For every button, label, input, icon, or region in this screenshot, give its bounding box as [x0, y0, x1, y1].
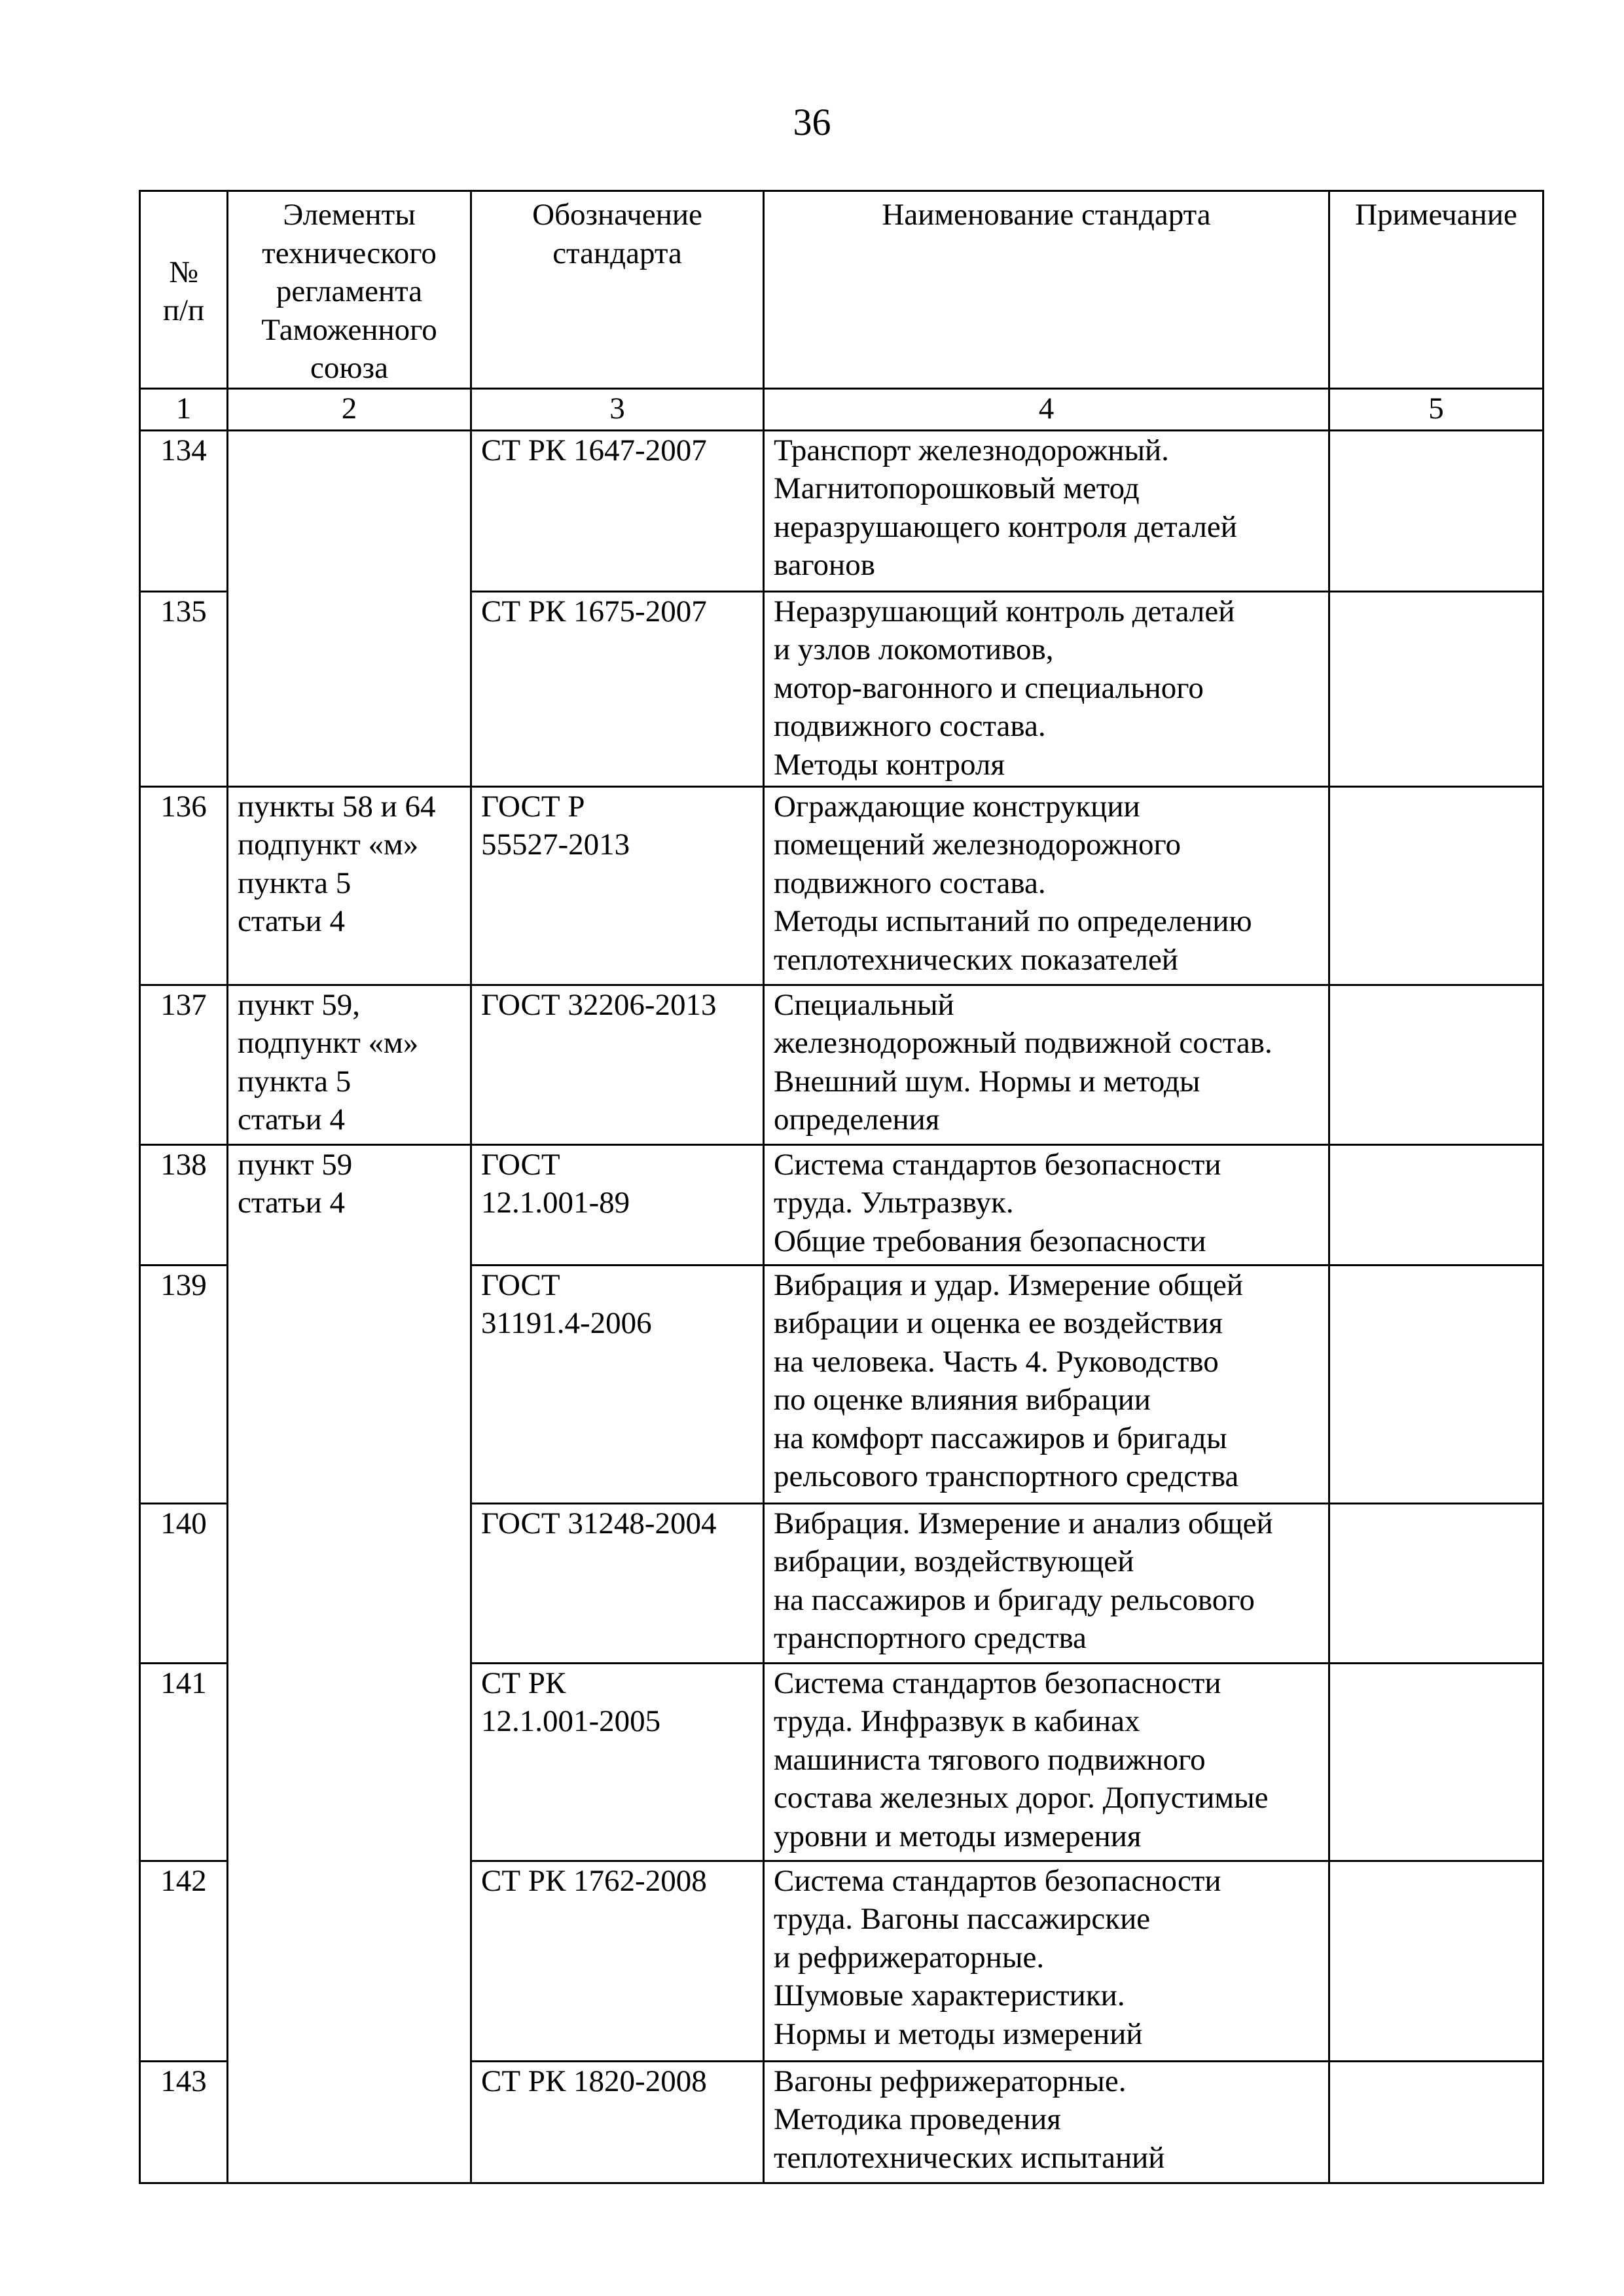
header-note: Примечание [1329, 191, 1543, 389]
row-number: 134 [140, 430, 228, 591]
header-number: № п/п [140, 191, 228, 389]
row-note [1329, 1503, 1543, 1663]
row-note [1329, 430, 1543, 591]
row-note [1329, 1861, 1543, 2061]
row-note [1329, 1265, 1543, 1503]
row-designation: ГОСТ 32206-2013 [471, 985, 764, 1144]
row-number: 136 [140, 786, 228, 985]
row-number: 135 [140, 591, 228, 786]
row-designation: СТ РК 12.1.001-2005 [471, 1663, 764, 1861]
column-number: 2 [228, 388, 471, 430]
row-standard-name: Вибрация и удар. Измерение общей вибрации и оценка ее воздействия на человека. Часть 4. Руководство по оценке влияния вибрации на комфорт пассажиров и бригады рельсового транспортного средства [764, 1265, 1329, 1503]
row-note [1329, 786, 1543, 985]
page-number: 36 [793, 101, 831, 143]
row-number: 143 [140, 2061, 228, 2183]
row-element: пункт 59 статьи 4 [228, 1144, 471, 2183]
row-standard-name: Ограждающие конструкции помещений железнодорожного подвижного состава. Методы испытаний по определению теплотехнических показателей [764, 786, 1329, 985]
column-number: 3 [471, 388, 764, 430]
table-row [140, 1144, 1543, 1265]
row-standard-name: Вагоны рефрижераторные. Методика проведения теплотехнических испытаний [764, 2061, 1329, 2183]
header-designation: Обозначение стандарта [471, 191, 764, 389]
row-standard-name: Транспорт железнодорожный. Магнитопорошковый метод неразрушающего контроля деталей вагонов [764, 430, 1329, 591]
row-number: 142 [140, 1861, 228, 2061]
row-number: 140 [140, 1503, 228, 1663]
column-number: 1 [140, 388, 228, 430]
row-standard-name: Специальный железнодорожный подвижной состав. Внешний шум. Нормы и методы определения [764, 985, 1329, 1144]
row-designation: СТ РК 1647-2007 [471, 430, 764, 591]
row-element-empty [228, 430, 471, 786]
row-element: пункт 59, подпункт «м» пункта 5 статьи 4 [228, 985, 471, 1144]
row-standard-name: Система стандартов безопасности труда. Вагоны пассажирские и рефрижераторные. Шумовые характеристики. Нормы и методы измерений [764, 1861, 1329, 2061]
row-note [1329, 1663, 1543, 1861]
row-designation: СТ РК 1820-2008 [471, 2061, 764, 2183]
table-row [140, 430, 1543, 591]
row-designation: ГОСТ 31191.4-2006 [471, 1265, 764, 1503]
row-designation: СТ РК 1762-2008 [471, 1861, 764, 2061]
column-number: 5 [1329, 388, 1543, 430]
row-number: 137 [140, 985, 228, 1144]
header-name: Наименование стандарта [764, 191, 1329, 389]
column-number-row [140, 388, 1543, 430]
row-standard-name: Неразрушающий контроль деталей и узлов локомотивов, мотор-вагонного и специального подвижного состава. Методы контроля [764, 591, 1329, 786]
row-note [1329, 985, 1543, 1144]
row-note [1329, 591, 1543, 786]
table-row [140, 985, 1543, 1144]
row-number: 139 [140, 1265, 228, 1503]
row-standard-name: Система стандартов безопасности труда. Ультразвук. Общие требования безопасности [764, 1144, 1329, 1265]
row-number: 138 [140, 1144, 228, 1265]
row-designation: ГОСТ 31248-2004 [471, 1503, 764, 1663]
column-number: 4 [764, 388, 1329, 430]
row-designation: ГОСТ 12.1.001-89 [471, 1144, 764, 1265]
row-note [1329, 2061, 1543, 2183]
row-standard-name: Вибрация. Измерение и анализ общей вибрации, воздействующей на пассажиров и бригаду рельсового транспортного средства [764, 1503, 1329, 1663]
row-standard-name: Система стандартов безопасности труда. Инфразвук в кабинах машиниста тягового подвижного состава железных дорог. Допустимые уровни и методы измерения [764, 1663, 1329, 1861]
row-designation: ГОСТ Р 55527-2013 [471, 786, 764, 985]
row-element: пункты 58 и 64 подпункт «м» пункта 5 статьи 4 [228, 786, 471, 985]
row-note [1329, 1144, 1543, 1265]
standards-table [139, 190, 1544, 2184]
row-number: 141 [140, 1663, 228, 1861]
row-designation: СТ РК 1675-2007 [471, 591, 764, 786]
header-element: Элементы технического регламента Таможенного союза [228, 191, 471, 389]
table-row [140, 786, 1543, 985]
table-header-row [140, 191, 1543, 389]
